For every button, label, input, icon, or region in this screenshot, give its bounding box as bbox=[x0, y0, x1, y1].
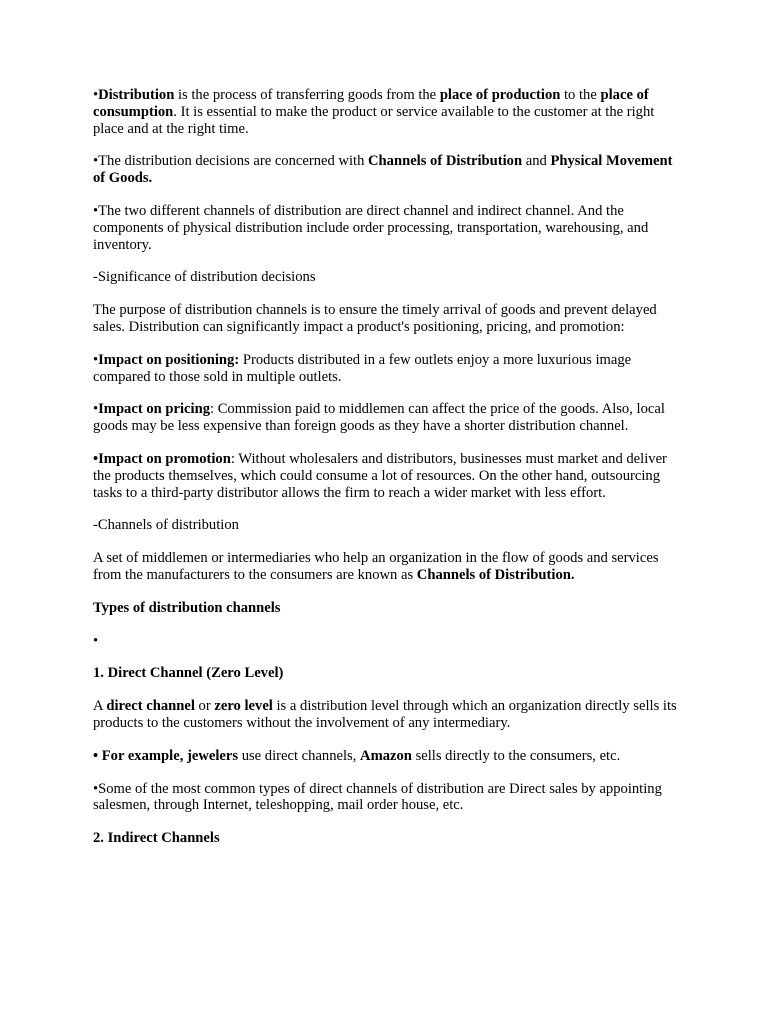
text-run: • bbox=[93, 87, 99, 103]
paragraph-direct-types: •Some of the most common types of direct channels of distribution are Direct sales by appointing salesmen, through Internet, teleshopping, mail order house, etc. bbox=[93, 780, 662, 814]
paragraph-direct-channel-definition bbox=[93, 698, 678, 732]
text-run: and bbox=[522, 153, 551, 170]
text-run: A set of middlemen or intermediaries who help an organization in the flow of goods and services from the manufacturers to the consumers are known as bbox=[93, 550, 659, 583]
text-run: or bbox=[194, 698, 215, 715]
paragraph-impact-positioning bbox=[93, 352, 678, 386]
text-run: . It is essential to make the product or service available to the customer at the right place and at the right time. bbox=[93, 103, 655, 137]
paragraph-channels-definition bbox=[93, 550, 678, 584]
heading-text: Types of distribution channels bbox=[93, 599, 281, 616]
paragraph-distribution-decisions bbox=[93, 153, 678, 187]
empty-bullet: • bbox=[93, 632, 99, 649]
bold-term: Physical Movement of Goods. bbox=[93, 153, 673, 187]
bold-term: place of consumption bbox=[93, 87, 649, 120]
text-run: : Commission paid to middlemen can affect the price of the goods. Also, local goods may be less expensive than foreign goods as they have a shorter distribution channel. bbox=[93, 401, 665, 435]
text-run: • bbox=[93, 351, 99, 368]
bold-term: zero level bbox=[214, 698, 273, 715]
section-label-channels: -Channels of distribution bbox=[93, 517, 239, 534]
text-run: •The distribution decisions are concerned with bbox=[93, 153, 369, 170]
section-label-significance: -Significance of distribution decisions bbox=[93, 269, 316, 286]
paragraph-direct-example bbox=[93, 748, 678, 765]
paragraph-two-channels: •The two different channels of distribution are direct channel and indirect channel. And the components of physical distribution include order processing, transportation, warehousing, and inventory. bbox=[93, 202, 649, 253]
bold-term: Distribution bbox=[98, 87, 175, 103]
bold-term: Impact on pricing bbox=[98, 401, 210, 418]
text-run: • bbox=[93, 401, 99, 418]
paragraph-distribution-definition bbox=[93, 87, 678, 137]
text-run: is the process of transferring goods from the bbox=[174, 87, 440, 103]
text-run: is a distribution level through which an organization directly sells its products to the customers without the involvement of any intermediary. bbox=[93, 698, 677, 731]
bold-term: •Impact on promotion bbox=[93, 450, 231, 467]
text-run: use direct channels, bbox=[238, 747, 361, 764]
text-run: to the bbox=[560, 87, 601, 103]
bold-term: direct channel bbox=[106, 698, 195, 715]
heading-direct-channel bbox=[93, 665, 678, 682]
bold-term: Channels of Distribution bbox=[368, 153, 523, 170]
paragraph-purpose: The purpose of distribution channels is to ensure the timely arrival of goods and prevent delayed sales. Distribution can significantly impact a product's positioning, pricing, and promotion: bbox=[93, 302, 657, 335]
text-run: A bbox=[93, 698, 107, 715]
text-run: : Without wholesalers and distributors, businesses must market and deliver the products themselves, which could consume a lot of resources. On the other hand, outsourcing tasks to a third-party distributor allows the firm to reach a wider market with less effort. bbox=[93, 450, 667, 501]
heading-text: 2. Indirect Channels bbox=[93, 830, 220, 847]
heading-indirect-channels bbox=[93, 830, 678, 847]
bold-term: • For example, jewelers bbox=[93, 747, 239, 764]
bold-term: Channels of Distribution. bbox=[416, 566, 575, 583]
text-run: sells directly to the consumers, etc. bbox=[411, 747, 621, 764]
heading-types-of-channels bbox=[93, 600, 678, 617]
paragraph-impact-promotion bbox=[93, 451, 678, 501]
bold-term: Amazon bbox=[360, 747, 412, 764]
heading-text: 1. Direct Channel (Zero Level) bbox=[93, 665, 284, 682]
bold-term: Impact on positioning: bbox=[98, 351, 240, 368]
bold-term: place of production bbox=[439, 87, 561, 103]
paragraph-impact-pricing bbox=[93, 401, 678, 435]
text-run: Products distributed in a few outlets enjoy a more luxurious image compared to those sold in multiple outlets. bbox=[93, 351, 632, 385]
